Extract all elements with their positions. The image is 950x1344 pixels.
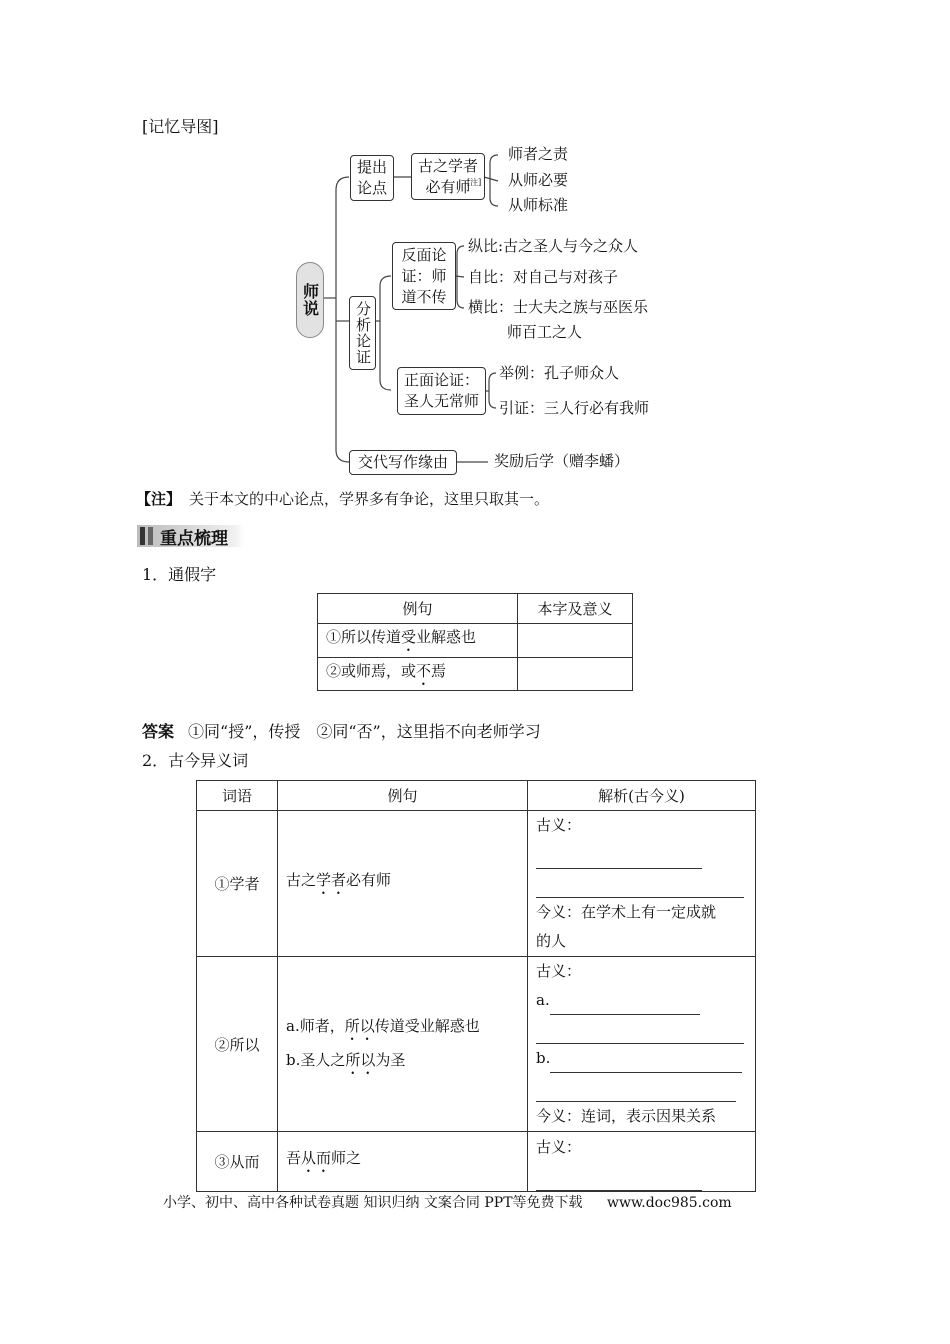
q1-row2-example: ②或师焉，或不焉 [318, 658, 518, 691]
q1-table [317, 593, 633, 691]
q2-row1-word: ①学者 [197, 811, 278, 957]
mindmap-note [136, 489, 549, 509]
branch-propose-thesis: 提出论点 [350, 155, 394, 201]
table-row [318, 624, 633, 658]
note-text: 关于本文的中心论点，学界多有争论，这里只取其一。 [189, 490, 550, 508]
q1-answer [142, 722, 541, 742]
thesis-note-mark: [注] [467, 178, 482, 187]
branch-analysis: 分析论证 [349, 296, 376, 370]
mindmap-label: [记忆导图] [142, 117, 219, 136]
q2-row2-blank-a2[interactable] [536, 1028, 744, 1044]
leaf-standard: 从师标准 [508, 196, 569, 214]
q2-row2-b-label: b. [536, 1049, 551, 1067]
leaf-vertical-compare: 纵比:古之圣人与今之众人 [468, 237, 639, 255]
positive-argument-line1: 正面论证： [403, 371, 479, 389]
q2-row3-example: 吾从而师之 [278, 1132, 528, 1192]
q1-header-meaning: 本字及意义 [518, 594, 633, 624]
q2-row3-blank-1[interactable] [536, 1175, 702, 1191]
q1-row1-example: ①所以传道受业解惑也 [318, 624, 518, 658]
q2-row1-blank-2[interactable] [536, 882, 744, 898]
leaf-citation: 引证：三人行必有我师 [499, 399, 650, 417]
q2-row1-ancient-label: 古义： [536, 816, 582, 834]
q1-row2-answer-cell[interactable] [518, 658, 633, 691]
q2-header-example: 例句 [278, 781, 528, 811]
q2-row2-blank-a[interactable] [550, 999, 700, 1015]
q1-title: 1．通假字 [142, 565, 217, 584]
q2-row2-example [278, 957, 528, 1132]
branch-writing-reason: 交代写作缘由 [349, 450, 457, 475]
table-row [318, 658, 633, 691]
footer-text: 小学、初中、高中各种试卷真题 知识归纳 文案合同 PPT等免费下载 [163, 1195, 583, 1211]
table-row [197, 957, 756, 1132]
table-row [197, 811, 756, 957]
q2-row3-word: ③从而 [197, 1132, 278, 1192]
leaf-teacher-duty: 师者之责 [508, 145, 569, 163]
answer-text: ①同“授”，传授 ②同“否”，这里指不向老师学习 [188, 722, 541, 741]
q2-row2-blank-b2[interactable] [536, 1086, 736, 1102]
q2-row2-analysis [528, 957, 756, 1132]
mindmap-root: 师说 [296, 262, 324, 338]
leaf-horizontal-compare-cont: 师百工之人 [507, 323, 583, 341]
positive-argument-line2: 圣人无常师 [403, 392, 479, 410]
q2-row1-example: 古之学者必有师 [278, 811, 528, 957]
q2-row2-modern: 今义：连词，表示因果关系 [536, 1107, 717, 1125]
q2-row2-blank-b[interactable] [550, 1057, 742, 1073]
leaf-self-compare: 自比：对自己与对孩子 [468, 268, 619, 286]
negative-argument-box: 反面论证：师道不传 [392, 242, 456, 310]
leaf-necessity: 从师必要 [508, 171, 569, 189]
q2-row2-word: ②所以 [197, 957, 278, 1132]
footer [163, 1192, 732, 1212]
q2-row3-analysis [528, 1132, 756, 1192]
thesis-text: 古之学者必有师 [417, 156, 478, 196]
q2-row3-ancient-label: 古义： [536, 1137, 582, 1156]
table-row [197, 1132, 756, 1192]
section-marker-1 [140, 527, 145, 545]
leaf-example: 举例：孔子师众人 [499, 364, 620, 382]
q2-header-word: 词语 [197, 781, 278, 811]
q2-row1-blank-1[interactable] [536, 853, 702, 869]
q1-header-example: 例句 [318, 594, 518, 624]
q2-row2-example-b: b.圣人之所以为圣 [286, 1051, 406, 1069]
q2-row2-example-a: a.师者，所以传道受业解惑也 [286, 1017, 480, 1035]
q2-row2-a-label: a. [536, 991, 550, 1009]
section-marker-2 [148, 527, 153, 545]
q2-row1-modern-2: 的人 [536, 932, 567, 950]
answer-label: 答案 [142, 722, 175, 741]
q2-row1-modern-1: 今义：在学术上有一定成就 [536, 903, 717, 921]
section-title: 重点梳理 [160, 529, 228, 549]
leaf-writing-reason: 奖励后学（赠李蟠） [494, 452, 630, 470]
q2-table [196, 780, 756, 1192]
q1-row1-answer-cell[interactable] [518, 624, 633, 658]
positive-argument-box [397, 367, 486, 415]
q2-row1-analysis [528, 811, 756, 957]
footer-url[interactable]: www.doc985.com [606, 1195, 732, 1211]
leaf-horizontal-compare: 横比：士大夫之族与巫医乐 [468, 298, 649, 316]
note-mark: 【注】 [136, 490, 182, 508]
q2-title: 2．古今异义词 [142, 751, 249, 770]
q2-row2-ancient-label: 古义： [536, 962, 582, 980]
q2-header-analysis: 解析(古今义) [528, 781, 756, 811]
